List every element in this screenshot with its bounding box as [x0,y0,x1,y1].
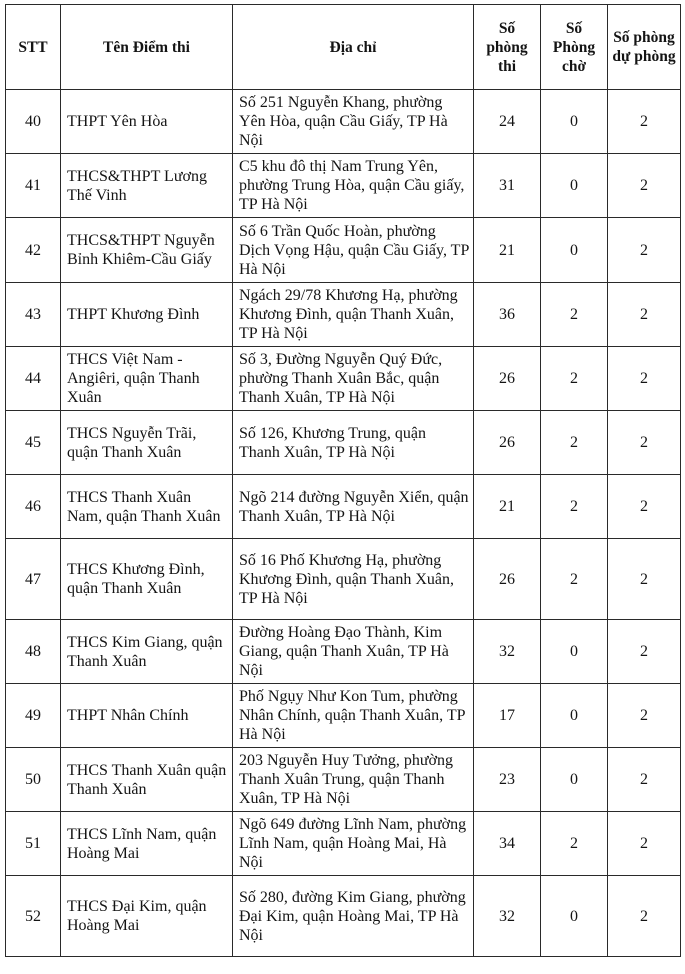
cell-spare-rooms: 2 [608,475,681,539]
cell-spare-rooms: 2 [608,748,681,812]
cell-exam-rooms: 21 [474,475,541,539]
cell-exam-rooms: 26 [474,539,541,620]
table-row [6,812,681,876]
cell-address: Số 6 Trần Quốc Hoàn, phường Dịch Vọng Hậu, quận Cầu Giấy, TP Hà Nội [233,218,474,283]
cell-address: Ngõ 649 đường Lĩnh Nam, phường Lĩnh Nam, quận Hoàng Mai, Hà Nội [233,812,474,876]
cell-address: Số 16 Phố Khương Hạ, phường Khương Đình, quận Thanh Xuân, TP Hà Nội [233,539,474,620]
cell-site-name: THCS Thanh Xuân quận Thanh Xuân [61,748,233,812]
cell-waiting-rooms: 0 [541,748,608,812]
cell-stt: 50 [6,748,61,812]
cell-site-name: THPT Yên Hòa [61,90,233,154]
table-row [6,748,681,812]
header-site-name: Tên Điểm thi [61,5,233,90]
cell-exam-rooms: 36 [474,283,541,347]
cell-spare-rooms: 2 [608,876,681,957]
cell-waiting-rooms: 0 [541,90,608,154]
cell-exam-rooms: 32 [474,620,541,684]
table-row [6,283,681,347]
header-exam-rooms: Số phòng thi [474,5,541,90]
cell-site-name: THCS&THPT Nguyễn Bỉnh Khiêm-Cầu Giấy [61,218,233,283]
cell-stt: 44 [6,347,61,411]
cell-stt: 40 [6,90,61,154]
header-waiting-rooms: Số Phòng chờ [541,5,608,90]
cell-exam-rooms: 17 [474,684,541,748]
cell-address: Số 280, đường Kim Giang, phường Đại Kim, quận Hoàng Mai, TP Hà Nội [233,876,474,957]
cell-stt: 41 [6,154,61,218]
cell-waiting-rooms: 0 [541,876,608,957]
cell-site-name: THPT Khương Đình [61,283,233,347]
cell-spare-rooms: 2 [608,620,681,684]
cell-waiting-rooms: 2 [541,283,608,347]
table-row [6,411,681,475]
cell-spare-rooms: 2 [608,347,681,411]
header-spare-rooms: Số phòng dự phòng [608,5,681,90]
cell-stt: 43 [6,283,61,347]
cell-address: Số 3, Đường Nguyễn Quý Đức, phường Thanh Xuân Bắc, quận Thanh Xuân, TP Hà Nội [233,347,474,411]
cell-address: Số 251 Nguyễn Khang, phường Yên Hòa, quận Cầu Giấy, TP Hà Nội [233,90,474,154]
cell-spare-rooms: 2 [608,90,681,154]
header-address: Địa chỉ [233,5,474,90]
cell-stt: 42 [6,218,61,283]
cell-site-name: THCS&THPT Lương Thế Vinh [61,154,233,218]
cell-waiting-rooms: 2 [541,812,608,876]
cell-waiting-rooms: 2 [541,411,608,475]
exam-sites-document [5,4,680,957]
table-row [6,620,681,684]
cell-waiting-rooms: 2 [541,539,608,620]
table-row [6,684,681,748]
cell-spare-rooms: 2 [608,283,681,347]
cell-site-name: THCS Đại Kim, quận Hoàng Mai [61,876,233,957]
cell-waiting-rooms: 0 [541,218,608,283]
header-stt: STT [6,5,61,90]
cell-exam-rooms: 34 [474,812,541,876]
cell-spare-rooms: 2 [608,812,681,876]
cell-waiting-rooms: 0 [541,620,608,684]
cell-address: Ngách 29/78 Khương Hạ, phường Khương Đình, quận Thanh Xuân, TP Hà Nội [233,283,474,347]
table-row [6,347,681,411]
cell-stt: 45 [6,411,61,475]
cell-exam-rooms: 32 [474,876,541,957]
cell-stt: 47 [6,539,61,620]
cell-stt: 52 [6,876,61,957]
cell-site-name: THPT Nhân Chính [61,684,233,748]
cell-stt: 51 [6,812,61,876]
cell-exam-rooms: 24 [474,90,541,154]
cell-waiting-rooms: 0 [541,684,608,748]
cell-spare-rooms: 2 [608,154,681,218]
cell-site-name: THCS Nguyễn Trãi, quận Thanh Xuân [61,411,233,475]
table-row [6,475,681,539]
table-row [6,90,681,154]
cell-address: 203 Nguyễn Huy Tưởng, phường Thanh Xuân Trung, quận Thanh Xuân, TP Hà Nội [233,748,474,812]
cell-spare-rooms: 2 [608,411,681,475]
cell-spare-rooms: 2 [608,218,681,283]
cell-address: Số 126, Khương Trung, quận Thanh Xuân, TP Hà Nội [233,411,474,475]
table-row [6,154,681,218]
exam-sites-table [5,4,681,957]
cell-spare-rooms: 2 [608,539,681,620]
cell-stt: 49 [6,684,61,748]
cell-stt: 48 [6,620,61,684]
cell-waiting-rooms: 2 [541,475,608,539]
cell-waiting-rooms: 0 [541,154,608,218]
cell-site-name: THCS Kim Giang, quận Thanh Xuân [61,620,233,684]
cell-site-name: THCS Việt Nam - Angiêri, quận Thanh Xuân [61,347,233,411]
table-row [6,539,681,620]
cell-spare-rooms: 2 [608,684,681,748]
cell-address: Ngõ 214 đường Nguyễn Xiển, quận Thanh Xuân, TP Hà Nội [233,475,474,539]
cell-address: Phố Ngụy Như Kon Tum, phường Nhân Chính, quận Thanh Xuân, TP Hà Nội [233,684,474,748]
cell-site-name: THCS Thanh Xuân Nam, quận Thanh Xuân [61,475,233,539]
cell-exam-rooms: 23 [474,748,541,812]
cell-site-name: THCS Lĩnh Nam, quận Hoàng Mai [61,812,233,876]
cell-waiting-rooms: 2 [541,347,608,411]
cell-exam-rooms: 26 [474,411,541,475]
cell-stt: 46 [6,475,61,539]
cell-site-name: THCS Khương Đình, quận Thanh Xuân [61,539,233,620]
cell-exam-rooms: 31 [474,154,541,218]
table-row [6,876,681,957]
cell-address: Đường Hoàng Đạo Thành, Kim Giang, quận Thanh Xuân, TP Hà Nội [233,620,474,684]
table-row [6,218,681,283]
cell-exam-rooms: 21 [474,218,541,283]
cell-address: C5 khu đô thị Nam Trung Yên, phường Trung Hòa, quận Cầu giấy, TP Hà Nội [233,154,474,218]
cell-exam-rooms: 26 [474,347,541,411]
table-header-row [6,5,681,90]
